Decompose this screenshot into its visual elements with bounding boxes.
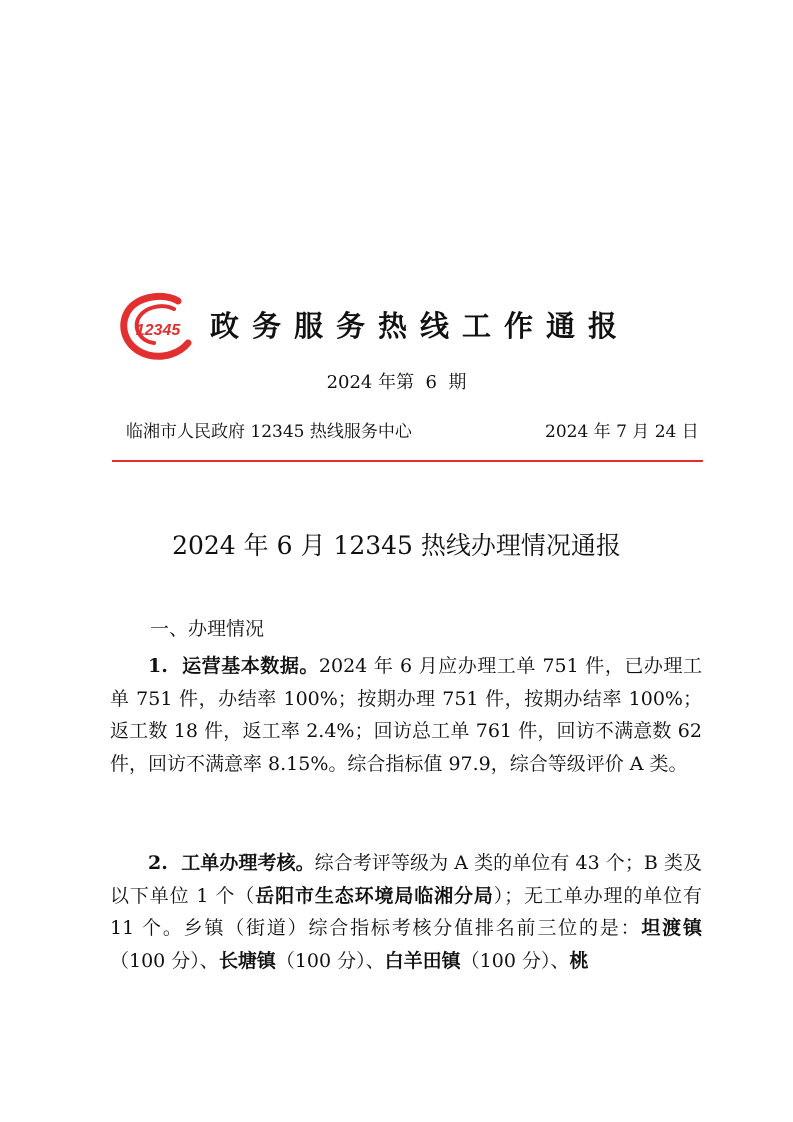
document-title: 2024 年 6 月 12345 热线办理情况通报 [172,531,621,560]
town-name: 长塘镇 [218,949,276,972]
town-score: （100 分）、 [110,949,219,972]
paragraph-operations-data [110,650,702,780]
town-name: 坦渡镇 [641,917,702,939]
logo-number: 12345 [135,322,181,339]
town-score: （100 分）、 [460,949,570,972]
town-score: （100 分）、 [275,949,385,972]
header-divider [112,460,703,462]
issuer: 临湘市人民政府 12345 热线服务中心 [126,422,412,442]
paragraph-assessment [110,847,702,977]
masthead-title: 政务服务热线工作通报 [210,309,631,343]
section-heading: 一、办理情况 [150,618,265,640]
town-name: 桃 [569,949,589,972]
issue-number: 2024 年第 6 期 [326,372,467,393]
paragraph-body: ）；无工单办理的单位有 11 个。乡镇（街道）综合指标考核分值排名前三位的是： [110,884,702,939]
paragraph-body: 2024 年 6 月应办理工单 751 件，已办理工单 751 件，办结率 100%；按期办理 751 件，按期办结率 100%；返工数 18 件，返工率 2.4%；回访总工单 761 件，回访不满意数 62 件，回访不满意率 8.15%。综合指标值 97.9，综合等级评价 A 类。 [110,655,702,775]
issue-date: 2024 年 7 月 24 日 [545,422,699,442]
unit-name: 岳阳市生态环境局临湘分局 [255,884,494,907]
town-name: 白羊田镇 [384,949,461,972]
paragraph-body: 综合考评等级为 A 类的单位有 43 个；B 类及以下单位 1 个（ [110,852,702,907]
paragraph-heading: 1. 运营基本数据。 [148,655,319,677]
paragraph-heading: 2. 工单办理考核。 [148,852,315,874]
hotline-12345-logo [118,291,196,363]
